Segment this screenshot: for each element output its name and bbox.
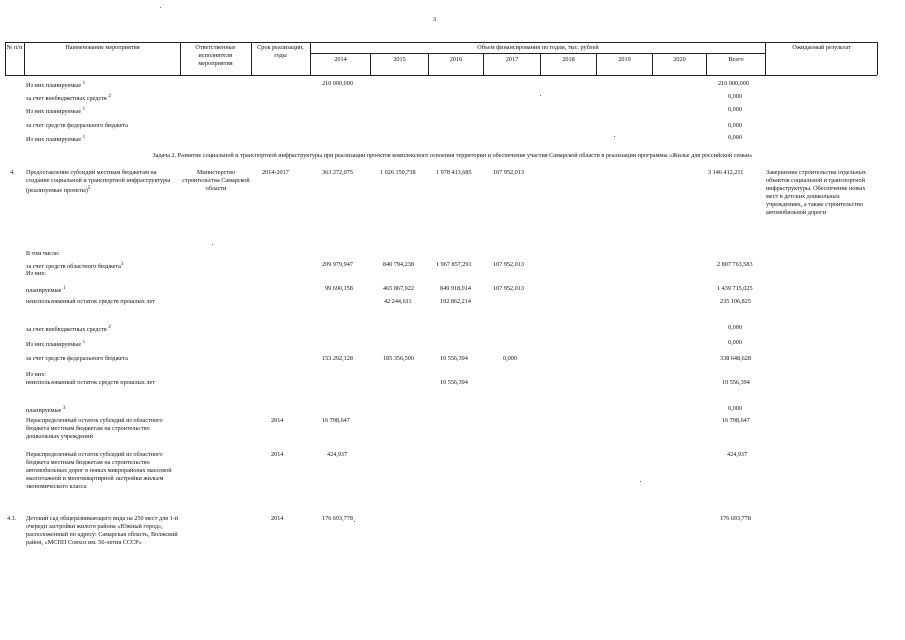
header-year: 2017 bbox=[505, 56, 519, 63]
header-total: Всего bbox=[728, 56, 744, 63]
cell-total: 16 798,647 bbox=[722, 417, 750, 424]
row-label: Нераспределенный остаток субсидий из областного бюджета местным бюджетам на строительство автомобильных дорог в новых микрорайонах массовой малоэтажной и многоквартирной застройки жильем экономического класса bbox=[26, 451, 172, 490]
scan-speck bbox=[614, 136, 615, 137]
cell-2016: 10 556,394 bbox=[440, 355, 468, 362]
header-year: 2015 bbox=[393, 56, 406, 63]
row-label: за счет средств областного бюджета$^3$ bbox=[26, 261, 124, 271]
cell-total: 0,000 bbox=[728, 93, 742, 100]
header-top-border bbox=[5, 42, 877, 43]
cell-2014: 209 979,947 bbox=[322, 261, 353, 268]
row-number: 4. bbox=[10, 169, 15, 176]
row-name: Детский сад общеразвивающего вида на 250 мест для 1-й очереди застройки жилого района «Южный город», расположенный по адресу: Самарская область, Волжский район, «МСПП Совхоз им. 50-летия СССР» bbox=[26, 515, 179, 546]
row-label: планируемые $^3$ bbox=[26, 405, 66, 415]
cell-total: 176 693,778 bbox=[720, 515, 751, 522]
header-year: 2016 bbox=[449, 56, 463, 63]
cell-total: 424,937 bbox=[727, 451, 748, 458]
cell-total: 10 556,394 bbox=[722, 379, 750, 386]
row-label: за счет внебюджетных средств $^2$ bbox=[26, 93, 111, 103]
cell-2014: 176 693,778 bbox=[322, 515, 353, 522]
cell-2016: 10 556,394 bbox=[440, 379, 468, 386]
scan-speck bbox=[354, 521, 355, 522]
header-mid-border bbox=[310, 53, 765, 54]
row-term: 2014 bbox=[271, 515, 284, 522]
row-result: Завершение строительства отдельных объектов социальной и транспортной инфраструктуры. Обеспечение новых мест в детских дошкольных учреждениях, а также строительство автомобильной дороги bbox=[766, 169, 866, 216]
cell-2017: 107 952,013 bbox=[493, 261, 524, 268]
row-label: за счет внебюджетных средств $^2$ bbox=[26, 324, 111, 334]
vline bbox=[877, 42, 878, 75]
header-year: 2020 bbox=[673, 56, 686, 63]
cell-total: 2 807 763,583 bbox=[717, 261, 753, 268]
cell-2014: 363 272,075 bbox=[322, 169, 353, 176]
header-year: 2018 bbox=[562, 56, 575, 63]
of-them-label: Из них: bbox=[26, 270, 46, 277]
cell-total: 0,000 bbox=[728, 339, 742, 346]
row-name: Предоставление субсидий местным бюджетам на создание социальной и транспортной инфраструктуры (реализуемые проекты)$^5$ bbox=[26, 169, 171, 194]
row-responsible: Министерство строительства Самарской области bbox=[182, 169, 250, 192]
cell-2017: 0,000 bbox=[503, 355, 517, 362]
scan-speck bbox=[540, 95, 541, 96]
scan-speck bbox=[212, 244, 213, 245]
cell-2016: 1 967 857,291 bbox=[436, 261, 472, 268]
cell-2014: 16 798,647 bbox=[322, 417, 350, 424]
header-year: 2019 bbox=[618, 56, 631, 63]
cell-total: 210 000,000 bbox=[718, 80, 749, 87]
cell-2016: 192 862,214 bbox=[440, 298, 471, 305]
cell-total: 0,000 bbox=[728, 122, 742, 129]
cell-total: 0,000 bbox=[728, 134, 742, 141]
cell-2014: 210 000,000 bbox=[322, 80, 353, 87]
cell-2015: 42 244,611 bbox=[384, 298, 412, 305]
row-label: неиспользованный остаток средств прошлых лет bbox=[26, 298, 155, 305]
page-number: 3 bbox=[433, 17, 436, 23]
row-label: планируемые $^1$ bbox=[26, 285, 66, 295]
row-term: 2014-2017 bbox=[262, 169, 289, 176]
cell-2017: 107 952,013 bbox=[493, 285, 524, 292]
row-label: Из них планируемые $^1$ bbox=[26, 106, 86, 116]
cell-total: 338 648,628 bbox=[720, 355, 751, 362]
cell-2015: 465 867,922 bbox=[383, 285, 414, 292]
header-bottom-border bbox=[5, 75, 877, 76]
cell-2014: 153 292,128 bbox=[322, 355, 353, 362]
task-title: Задача 2. Развитие социальной и транспортной инфраструктуры при реализации проектов комплексного освоения территории и обеспечение участия Самарской области в реализации программы «Жилье для российской семьи» bbox=[152, 152, 753, 159]
row-term: 2014 bbox=[271, 451, 284, 458]
cell-2014: 424,937 bbox=[327, 451, 348, 458]
including-label: В том числе: bbox=[26, 250, 60, 257]
header-col-term: Срок реализации, годы bbox=[257, 44, 304, 59]
row-label: Нераспределенный остаток субсидий из областного бюджета местным бюджетам на строительство дошкольных учреждений bbox=[26, 417, 163, 440]
cell-total: 1 439 715,025 bbox=[717, 285, 753, 292]
row-number: 4.1. bbox=[7, 515, 17, 522]
header-col-result: Ожидаемый результат bbox=[792, 44, 851, 51]
row-label: Из них планируемые $^1$ bbox=[26, 134, 86, 144]
row-label: неиспользованный остаток средств прошлых лет bbox=[26, 379, 155, 386]
header-col-responsible: Ответственные исполнители мероприятия bbox=[195, 44, 236, 67]
header-year: 2014 bbox=[334, 56, 347, 63]
row-label: Из них планируемые $^1$ bbox=[26, 339, 86, 349]
cell-total: 235 106,825 bbox=[720, 298, 751, 305]
header-col-financing: Объем финансирования по годам, тыс. рублей bbox=[477, 44, 599, 51]
scan-speck bbox=[160, 7, 161, 8]
cell-2015: 185 356,500 bbox=[383, 355, 414, 362]
cell-2015: 840 794,238 bbox=[383, 261, 414, 268]
scan-speck bbox=[640, 481, 641, 482]
cell-2017: 107 952,013 bbox=[493, 169, 524, 176]
row-label: за счет средств федерального бюджета bbox=[26, 122, 128, 129]
cell-total: 0,000 bbox=[728, 106, 742, 113]
cell-2014: 99 690,158 bbox=[325, 285, 353, 292]
of-them-label: Из них: bbox=[26, 371, 46, 378]
cell-total: 0,000 bbox=[728, 324, 742, 331]
cell-total: 3 146 412,211 bbox=[708, 169, 744, 176]
header-col-name: Наименование мероприятия bbox=[65, 44, 140, 51]
row-label: за счет средств федерального бюджета bbox=[26, 355, 128, 362]
cell-total: 0,000 bbox=[728, 405, 742, 412]
header-col-no: № п/п bbox=[6, 44, 23, 51]
cell-2016: 1 978 413,685 bbox=[436, 169, 472, 176]
cell-2016: 849 918,014 bbox=[440, 285, 471, 292]
row-label: Из них планируемые $^1$ bbox=[26, 80, 86, 90]
cell-2015: 1 026 150,738 bbox=[380, 169, 416, 176]
row-term: 2014 bbox=[271, 417, 284, 424]
